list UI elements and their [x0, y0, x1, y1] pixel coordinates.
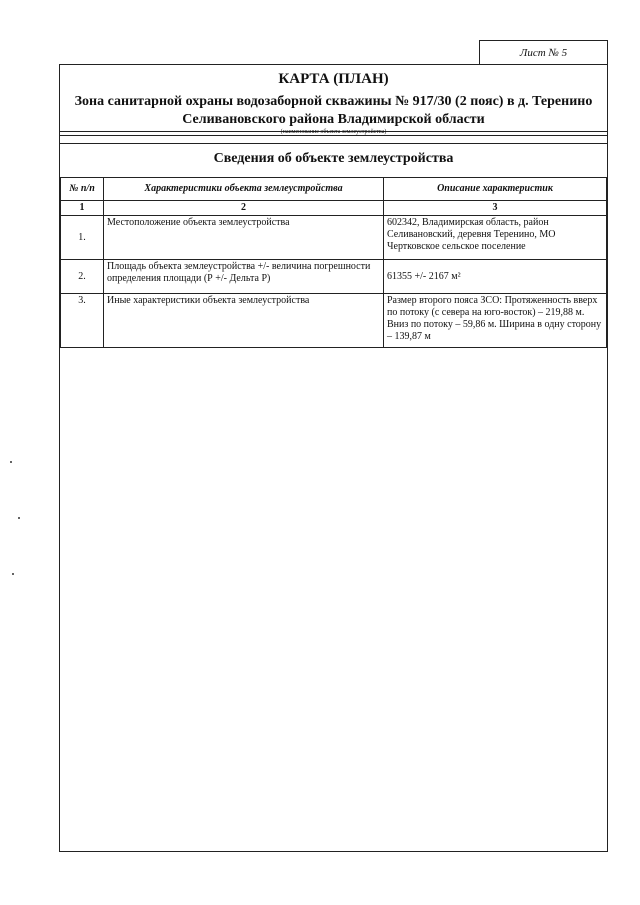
row-characteristic: Местоположение объекта землеустройства — [104, 216, 384, 260]
row-number: 2. — [61, 260, 104, 294]
row-description: 602342, Владимирская область, район Селивановский, деревня Теренино, МО Чертковское сельское поселение — [384, 216, 607, 260]
header-description: Описание характеристик — [384, 178, 607, 201]
info-table — [60, 177, 607, 348]
row-characteristic: Иные характеристики объекта землеустройства — [104, 294, 384, 348]
table-header-row — [61, 178, 607, 201]
col-number: 2 — [104, 201, 384, 216]
scan-speck — [12, 573, 14, 575]
header-num: № п/п — [61, 178, 104, 201]
scan-speck — [10, 461, 12, 463]
section-title: Сведения об объекте землеустройства — [213, 151, 454, 166]
sheet-number: Лист № 5 — [479, 40, 608, 64]
document-frame — [59, 64, 608, 852]
column-number-row — [61, 201, 607, 216]
divider — [60, 143, 607, 144]
document-subtitle: Зона санитарной охраны водозаборной скважины № 917/30 (2 пояс) в д. Теренино Селивановского района Владимирской области — [74, 94, 593, 127]
header-characteristic: Характеристики объекта землеустройства — [104, 178, 384, 201]
table-row — [61, 260, 607, 294]
document-title: КАРТА (ПЛАН) — [278, 71, 389, 87]
object-caption: (наименование объекта землеустройства) — [280, 129, 387, 135]
table-row — [61, 294, 607, 348]
row-description: 61355 +/- 2167 м² — [384, 260, 607, 294]
col-number: 3 — [384, 201, 607, 216]
table-row — [61, 216, 607, 260]
col-number: 1 — [61, 201, 104, 216]
row-characteristic: Площадь объекта землеустройства +/- величина погрешности определения площади (Р +/- Дельта Р) — [104, 260, 384, 294]
row-number: 3. — [61, 294, 104, 348]
row-description: Размер второго пояса ЗСО: Протяженность вверх по потоку (с севера на юго-восток) – 219,88 м. Вниз по потоку – 59,86 м. Ширина в одну сторону – 139,87 м — [384, 294, 607, 348]
scan-speck — [18, 517, 20, 519]
divider — [60, 135, 607, 136]
row-number: 1. — [61, 216, 104, 260]
